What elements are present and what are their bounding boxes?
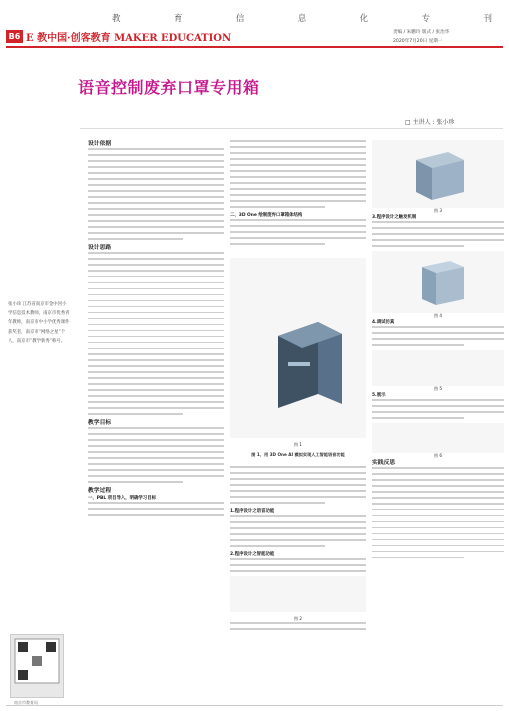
- brand-title: E 教中国·创客教育 MAKER EDUCATION: [26, 33, 232, 44]
- column-1: [88, 140, 224, 700]
- header-slogan: [112, 12, 492, 24]
- subheading: 二、3D One 绘制废弃口罩箱体结构: [230, 212, 303, 218]
- subheading: 2.程序设计之智能功能: [230, 551, 275, 557]
- column-2-lower: 1.程序设计之语音功能 2.程序设计之智能功能 图 2: [230, 466, 366, 701]
- slogan-char: 育: [173, 14, 183, 24]
- editor-info: 责编 / 朱鹏玲 版式 / 张治华: [393, 30, 450, 35]
- issue-date: 2020年7月20日 星期一: [393, 39, 443, 44]
- figure-4-image: [372, 251, 504, 313]
- column-3: 图 3 3.程序设计之触发机制 图 4 4.调试仿真 图 5 5.展示 图 6 实践反思: [372, 140, 504, 700]
- section-heading: 设计思路: [88, 244, 112, 251]
- figure-1-caption: 图 1、用 3D One AI 模拟实现人工智能语音功能: [251, 452, 345, 457]
- photo-caption: 南京市教育局: [14, 700, 38, 705]
- trash-box-3d-icon: [230, 258, 366, 438]
- section-heading: 教学目标: [88, 420, 112, 427]
- section-heading: 实践反思: [372, 459, 396, 466]
- article-author: □ 主讲人 : 张小珍: [405, 119, 455, 126]
- subheading: 一、PBL 项目导入，明确学习目标: [88, 496, 156, 502]
- author-photo: [10, 634, 64, 698]
- section-heading: 设计依据: [88, 141, 112, 147]
- subheading: 1.程序设计之语音功能: [230, 508, 275, 514]
- slogan-char: 专: [421, 14, 431, 24]
- qr-code-icon: [11, 635, 63, 697]
- slogan-char: 化: [359, 14, 369, 24]
- title-rule: [80, 128, 503, 129]
- header-rule: [6, 46, 503, 48]
- article-title: 语音控制废弃口罩专用箱: [78, 78, 260, 97]
- figure-3-image: [372, 140, 504, 208]
- figure-1: [230, 258, 366, 438]
- author-bio: 张小珍 江苏省南京市金中河小学信息技术教师，南京市优秀青年教师，南京市中小学优秀课件获奖者，南京市“网络之星”个人，南京市“教学新秀”称号。: [8, 302, 70, 344]
- figure-1-label: 图 1: [293, 442, 303, 447]
- slogan-char: 教: [112, 14, 121, 24]
- bottom-rule: [6, 705, 503, 706]
- slogan-char: 信: [235, 14, 245, 24]
- section-heading: 教学过程: [88, 488, 112, 495]
- slogan-char: 刊: [483, 14, 492, 24]
- slogan-char: 息: [297, 14, 307, 24]
- subheading: 3.程序设计之触发机制: [372, 215, 417, 220]
- page-badge: B6: [6, 30, 23, 43]
- subheading: 5.展示: [372, 392, 386, 398]
- subheading: 4.调试仿真: [372, 319, 395, 325]
